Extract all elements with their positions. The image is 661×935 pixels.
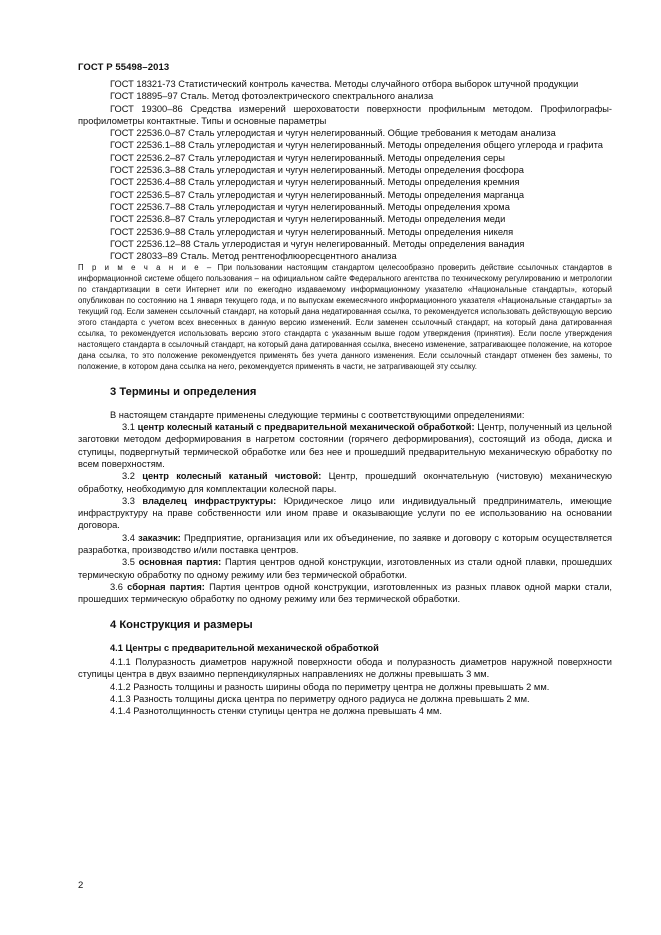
- term-name: основная партия:: [138, 557, 222, 568]
- standard-code-header: ГОСТ Р 55498–2013: [78, 62, 170, 73]
- term-text: Партия центров одной конструкции, изготовленных из стали одной плавки, прошедших термическую обработку по одному режиму или без термической обработки.: [78, 557, 613, 580]
- term-number: 3.3: [122, 495, 135, 506]
- clause-item: 4.1.3 Разность толщины диска центра по периметру одного радиуса не должна превышать 2 мм.: [110, 694, 530, 705]
- term-text: Юридическое лицо или индивидуальный предприниматель, имеющие инфраструктуру на праве собственности или ином праве и оказывающие услуги по ее использованию на основании договора.: [78, 495, 612, 531]
- term-number: 3.6: [110, 581, 123, 592]
- page-number: 2: [78, 880, 84, 891]
- reference-item: ГОСТ 22536.0–87 Сталь углеродистая и чугун нелегированный. Общие требования к методам анализа: [110, 128, 556, 139]
- reference-item: ГОСТ 22536.7–88 Сталь углеродистая и чугун нелегированный. Методы определения хрома: [110, 201, 510, 212]
- term-number: 3.2: [122, 471, 135, 482]
- subsection-4-1-title: 4.1 Центры с предварительной механической обработкой: [110, 642, 379, 653]
- reference-item: ГОСТ 22536.8–87 Сталь углеродистая и чугун нелегированный. Методы определения меди: [110, 214, 506, 225]
- reference-item: ГОСТ 22536.2–87 Сталь углеродистая и чугун нелегированный. Методы определения серы: [110, 152, 505, 163]
- term-name: центр колесный катаный чистовой:: [142, 471, 322, 482]
- reference-item: ГОСТ 22536.4–88 Сталь углеродистая и чугун нелегированный. Методы определения кремния: [110, 177, 520, 188]
- term-text: Центр, полученный из цельной заготовки методом деформирования в нагретом состоянии (горячего деформирования), состоящий из обода, диска и ступицы, подвергнутый термической обработке или без нее и прошедший предварительную механическую обработку по всем поверхностям.: [78, 422, 612, 469]
- note-paragraph: [78, 263, 612, 372]
- clause-item: 4.1.1 Полуразность диаметров наружной поверхности обода и полуразность диаметров наружной поверхности ступицы центра в двух взаимно перпендикулярных направлениях не должны превышать 3 мм.: [78, 657, 612, 680]
- reference-item: ГОСТ 22536.3–88 Сталь углеродистая и чугун нелегированный. Методы определения фосфора: [110, 165, 524, 176]
- reference-item: ГОСТ 28033–89 Сталь. Метод рентгенофлюоресцентного анализа: [110, 251, 397, 262]
- term-number: 3.5: [122, 557, 135, 568]
- section-3-title: 3 Термины и определения: [110, 385, 257, 398]
- term-definition: [78, 581, 612, 606]
- reference-item: ГОСТ 18895–97 Сталь. Метод фотоэлектрического спектрального анализа: [110, 91, 434, 102]
- references-list: [78, 78, 612, 262]
- note-text: При пользовании настоящим стандартом целесообразно проверить действие ссылочных стандартов в информационной системе общего пользования – на официальном сайте Федерального агентства по техническому регулированию и метрологии по стандартизации в сети Интернет или по ежегодно издаваемому информационному указателю «Национальные стандарты», который опубликован по состоянию на 1 января текущего года, и по выпускам ежемесячного информационного указателя «Национальные стандарты» за текущий год. Если заменен ссылочный стандарт, на который дана недатированная ссылка, то рекомендуется использовать действующую версию этого стандарта с учетом всех внесенных в данную версию изменений. Если заменен ссылочный стандарт, на который дана датированная ссылка, то рекомендуется использовать версию этого стандарта с указанным выше годом утверждения (принятия). Если после утверждения настоящего стандарта в ссылочный стандарт, на который дана датированная ссылка, внесено изменение, затрагивающее положение, на которое дана ссылка, то это положение рекомендуется применять без учета данного изменения. Если ссылочный стандарт отменен без замены, то положение, в котором дана ссылка на него, рекомендуется применять в части, не затрагивающей эту ссылку.: [78, 263, 612, 371]
- reference-item: ГОСТ 18321-73 Статистический контроль качества. Методы случайного отбора выборок штучной продукции: [110, 79, 579, 89]
- reference-item: ГОСТ 19300–86 Средства измерений шероховатости поверхности профильным методом. Профилографы-профилометры контактные. Типы и основные параметры: [78, 103, 612, 126]
- term-name: центр колесный катаный с предварительной механической обработкой:: [137, 422, 475, 433]
- term-name: владелец инфраструктуры:: [142, 495, 277, 506]
- term-text: Центр, прошедший окончательную (чистовую) механическую обработку, необходимую для комплектации колесной пары.: [78, 471, 612, 494]
- clause-item: 4.1.4 Разнотолщинность стенки ступицы центра не должна превышать 4 мм.: [110, 706, 442, 717]
- term-name: сборная партия:: [127, 581, 205, 592]
- term-definition: [78, 495, 612, 532]
- section-3-intro: В настоящем стандарте применены следующие термины с соответствующими определениями:: [110, 409, 525, 420]
- document-body: [78, 78, 612, 718]
- note-label: П р и м е ч а н и е –: [78, 263, 214, 273]
- clause-item: 4.1.2 Разность толщины и разность ширины обода по периметру центра не должны превышать 2 мм.: [110, 681, 550, 692]
- reference-item: ГОСТ 22536.9–88 Сталь углеродистая и чугун нелегированный. Методы определения никеля: [110, 226, 514, 237]
- term-text: Партия центров одной конструкции, изготовленных из разных плавок одной марки стали, прошедших термическую обработку по одному режиму или без термической обработки.: [78, 581, 612, 605]
- reference-item: ГОСТ 22536.12–88 Сталь углеродистая и чугун нелегированный. Методы определения ванадия: [110, 238, 525, 249]
- term-definition: [78, 532, 612, 557]
- term-definition: [78, 421, 612, 470]
- section-4-title: 4 Конструкция и размеры: [110, 618, 253, 631]
- term-number: 3.1: [122, 422, 135, 433]
- term-text: Предприятие, организация или их объединение, по заявке и договору с которым осуществляется разработка, производство и/или поставка центров.: [78, 532, 612, 556]
- term-name: заказчик:: [138, 532, 181, 543]
- term-definition: [78, 556, 612, 581]
- term-definition: [78, 470, 612, 495]
- reference-item: ГОСТ 22536.1–88 Сталь углеродистая и чугун нелегированный. Методы определения общего углерода и графита: [110, 140, 603, 151]
- term-number: 3.4: [122, 532, 135, 543]
- reference-item: ГОСТ 22536.5–87 Сталь углеродистая и чугун нелегированный. Методы определения марганца: [110, 189, 525, 200]
